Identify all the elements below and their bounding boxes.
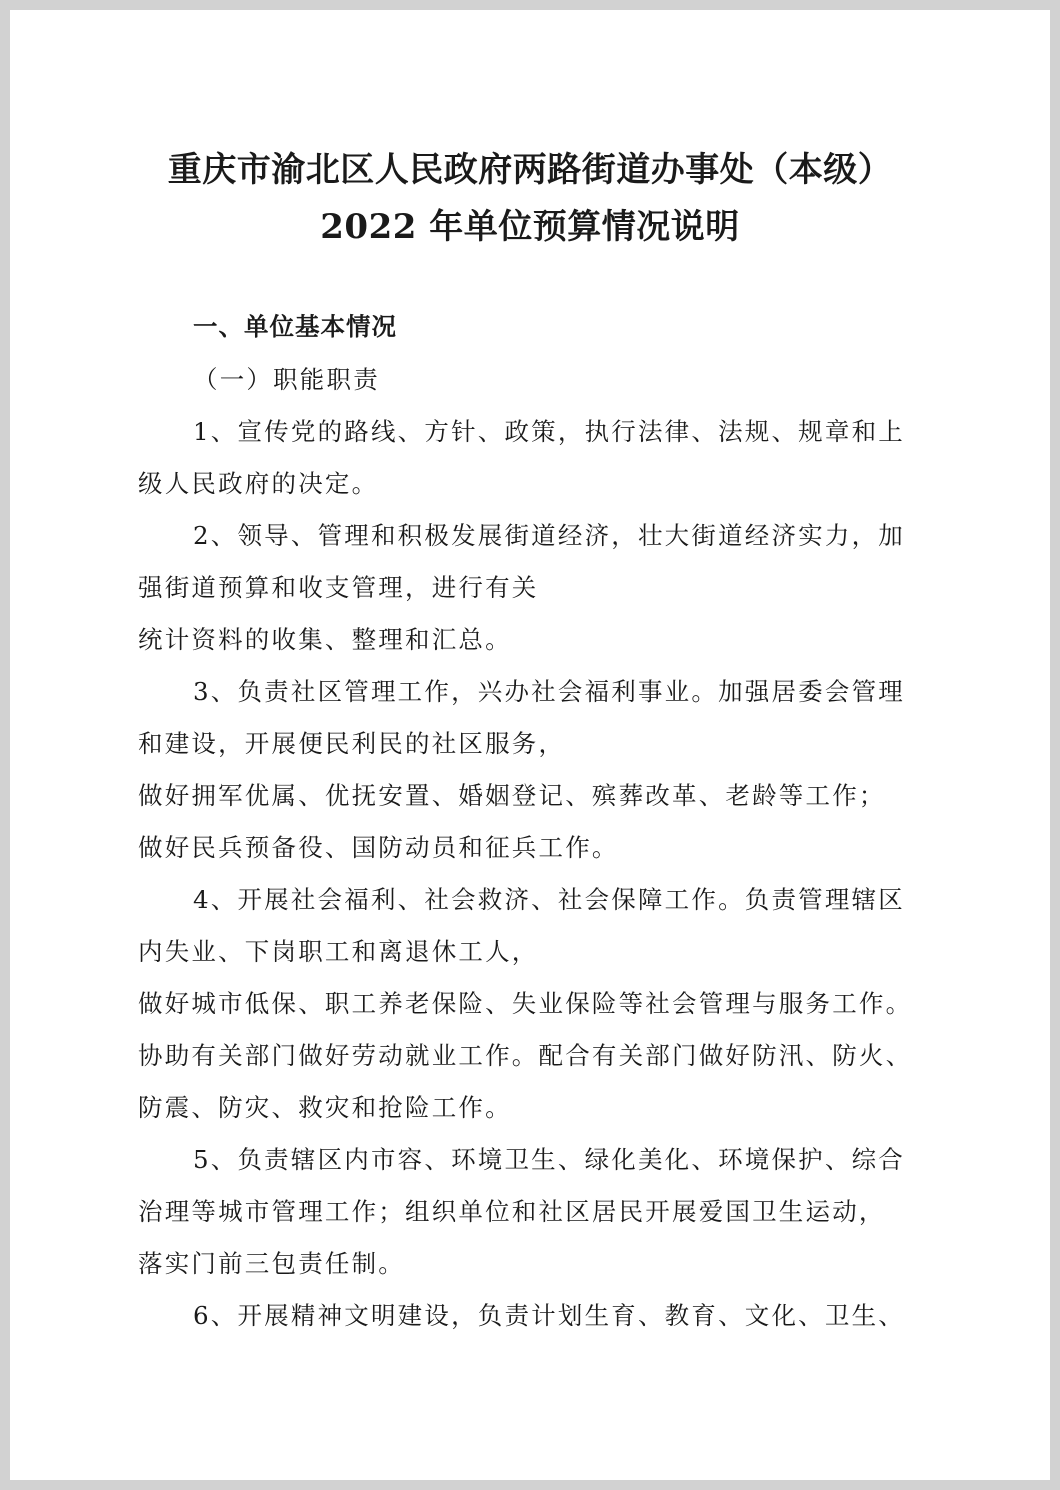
subsection-heading: （一）职能职责 xyxy=(193,365,380,394)
body-line: 做好城市低保、职工养老保险、失业保险等社会管理与服务工作。 xyxy=(138,989,913,1018)
body-line: 做好拥军优属、优抚安置、婚姻登记、殡葬改革、老龄等工作； xyxy=(138,781,886,810)
body-line: 强街道预算和收支管理，进行有关 xyxy=(138,573,539,602)
body-line: 防震、防灾、救灾和抢险工作。 xyxy=(138,1093,512,1122)
body-line: 6、开展精神文明建设，负责计划生育、教育、文化、卫生、 xyxy=(193,1301,905,1330)
body-line: 2、领导、管理和积极发展街道经济，壮大街道经济实力，加 xyxy=(193,521,905,550)
body-line: 协助有关部门做好劳动就业工作。配合有关部门做好防汛、防火、 xyxy=(138,1041,913,1070)
body-line: 级人民政府的决定。 xyxy=(138,469,379,498)
body-line: 落实门前三包责任制。 xyxy=(138,1249,405,1278)
section-heading: 一、单位基本情况 xyxy=(193,312,397,341)
body-line: 5、负责辖区内市容、环境卫生、绿化美化、环境保护、综合 xyxy=(193,1145,905,1174)
body-line: 和建设，开展便民利民的社区服务， xyxy=(138,729,566,758)
document-page xyxy=(10,10,1050,1480)
body-line: 4、开展社会福利、社会救济、社会保障工作。负责管理辖区 xyxy=(193,885,905,914)
body-line: 治理等城市管理工作；组织单位和社区居民开展爱国卫生运动， xyxy=(138,1197,886,1226)
body-line: 1、宣传党的路线、方针、政策，执行法律、法规、规章和上 xyxy=(193,417,905,446)
body-line: 内失业、下岗职工和离退休工人， xyxy=(138,937,539,966)
body-line: 3、负责社区管理工作，兴办社会福利事业。加强居委会管理 xyxy=(193,677,905,706)
body-line: 做好民兵预备役、国防动员和征兵工作。 xyxy=(138,833,619,862)
document-title-line-1: 重庆市渝北区人民政府两路街道办事处（本级） xyxy=(167,150,893,190)
body-line: 统计资料的收集、整理和汇总。 xyxy=(138,625,512,654)
document-title-line-2: 2022 年单位预算情况说明 xyxy=(320,207,740,247)
